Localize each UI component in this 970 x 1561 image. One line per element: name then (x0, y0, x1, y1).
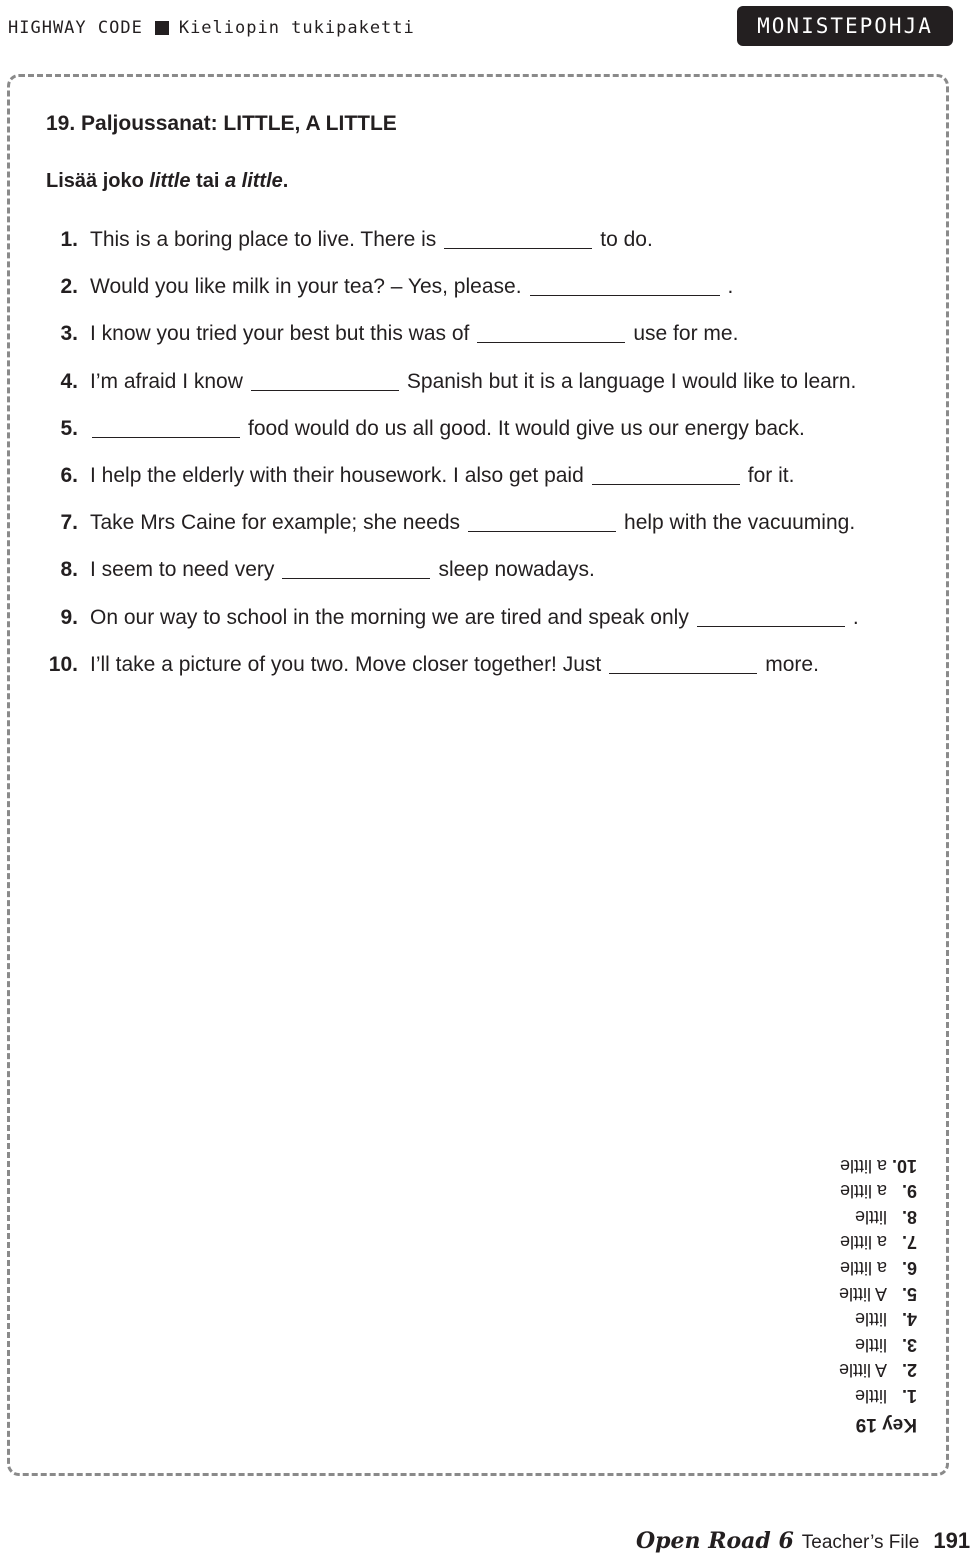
answer-key-title: Key 19 (855, 1413, 917, 1435)
answer-key-row (812, 1278, 917, 1304)
instruction-text: Lisää joko (46, 170, 150, 192)
exercise-item (46, 653, 859, 700)
answer-text: A little (838, 1360, 887, 1381)
item-text: more. (765, 652, 819, 676)
item-number: 10. (48, 652, 78, 676)
answer-text: A little (838, 1283, 887, 1304)
answer-number: 7. (901, 1232, 917, 1253)
exercise-item (46, 558, 859, 605)
item-text: food would do us all good. It would give us our energy back. (248, 416, 805, 440)
item-text: to do. (600, 228, 653, 251)
answer-text: little (854, 1206, 887, 1227)
book-logo: Open Road 6 (636, 1528, 794, 1554)
item-text: I seem to need very (90, 558, 275, 582)
exercise-item (46, 228, 859, 275)
square-bullet-icon (155, 21, 169, 35)
answer-text: a little (839, 1181, 887, 1202)
item-number: 7. (60, 511, 78, 535)
exercise-list (46, 228, 859, 700)
answer-key-row (812, 1176, 917, 1202)
item-text: I help the elderly with their housework. I also get paid (90, 463, 584, 487)
answer-number: 9. (901, 1181, 917, 1202)
answer-key-row (812, 1252, 917, 1278)
answer-blank[interactable] (282, 558, 430, 579)
page-footer (636, 1528, 970, 1554)
series-name: HIGHWAY CODE (8, 18, 143, 38)
answer-blank[interactable] (444, 228, 592, 249)
item-text: Take Mrs Caine for example; she needs (90, 511, 461, 535)
answer-key-row (812, 1304, 917, 1330)
answer-blank[interactable] (468, 511, 616, 532)
exercise-item (46, 464, 859, 511)
exercise-item (46, 275, 859, 322)
exercise-item (46, 417, 859, 464)
item-number: 4. (60, 369, 78, 393)
answer-blank[interactable] (697, 606, 845, 627)
answer-text: little (854, 1309, 887, 1330)
exercise-item (46, 511, 859, 558)
item-number: 1. (60, 228, 78, 251)
item-text: for it. (747, 463, 795, 487)
worksheet-tab: MONISTEPOHJA (737, 6, 953, 46)
instruction-option: a little (224, 170, 283, 192)
answer-key (812, 1150, 917, 1435)
exercise-title: 19. Paljoussanat: LITTLE, A LITTLE (46, 112, 397, 135)
item-text: . (852, 605, 859, 629)
item-number: 6. (60, 463, 78, 487)
exercise-item (46, 322, 859, 369)
item-text: On our way to school in the morning we are tired and speak only (90, 605, 689, 629)
item-number: 2. (60, 275, 78, 299)
instruction-text: tai (190, 170, 225, 192)
instruction-text: . (282, 170, 289, 192)
item-text: I know you tried your best but this was of (90, 322, 470, 346)
answer-number: 4. (901, 1309, 917, 1330)
answer-key-row (812, 1380, 917, 1406)
page-header (8, 18, 415, 38)
item-text: Would you like milk in your tea? – Yes, please. (90, 275, 522, 299)
item-text: Spanish but it is a language I would like to learn. (406, 369, 857, 393)
item-number: 3. (60, 322, 78, 346)
answer-blank[interactable] (92, 417, 240, 438)
item-text: I’ll take a picture of you two. Move closer together! Just (90, 652, 602, 676)
footer-label: Teacher’s File (801, 1532, 920, 1553)
item-text: . (727, 275, 734, 299)
answer-text: a little (839, 1232, 887, 1253)
answer-blank[interactable] (251, 370, 399, 391)
answer-key-row (812, 1227, 917, 1253)
answer-text: little (854, 1334, 887, 1355)
answer-blank[interactable] (609, 653, 757, 674)
answer-blank[interactable] (592, 464, 740, 485)
item-text: sleep nowadays. (438, 558, 595, 582)
answer-key-row (812, 1329, 917, 1355)
answer-text: a little (839, 1155, 887, 1176)
answer-key-row (812, 1355, 917, 1381)
answer-number: 2. (901, 1360, 917, 1381)
answer-key-row (812, 1150, 917, 1176)
answer-blank[interactable] (530, 275, 720, 296)
item-number: 5. (60, 416, 78, 440)
answer-number: 5. (901, 1283, 917, 1304)
item-text: help with the vacuuming. (624, 511, 856, 535)
exercise-item (46, 606, 859, 653)
answer-key-row (812, 1201, 917, 1227)
series-subtitle: Kieliopin tukipaketti (178, 18, 415, 38)
exercise-item (46, 370, 859, 417)
answer-blank[interactable] (477, 322, 625, 343)
answer-text: little (854, 1385, 887, 1406)
item-number: 9. (60, 605, 78, 629)
answer-number: 1. (901, 1385, 917, 1406)
page-number: 191 (933, 1528, 970, 1553)
item-text: I’m afraid I know (90, 369, 243, 393)
exercise-instruction (46, 170, 288, 193)
answer-text: a little (839, 1257, 887, 1278)
answer-number: 3. (901, 1334, 917, 1355)
answer-number: 8. (901, 1206, 917, 1227)
item-text: This is a boring place to live. There is (90, 228, 437, 251)
item-text: use for me. (633, 322, 739, 346)
answer-number: 10. (891, 1155, 917, 1176)
instruction-option: little (149, 170, 191, 192)
item-number: 8. (60, 558, 78, 582)
answer-number: 6. (901, 1257, 917, 1278)
